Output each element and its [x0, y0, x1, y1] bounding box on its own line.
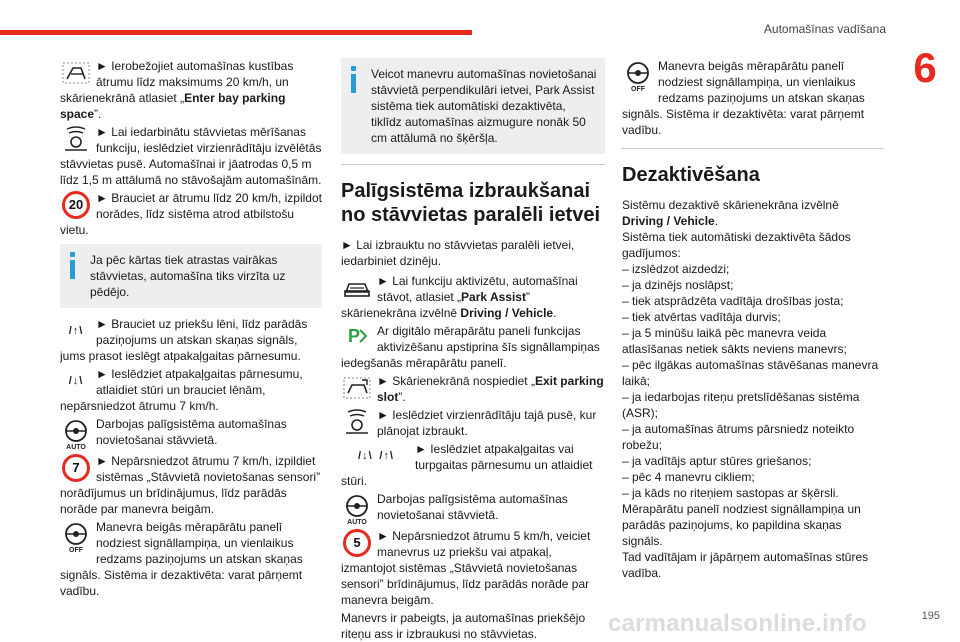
list-item: – ja kāds no riteņiem sastopas ar šķērsli. — [622, 486, 839, 500]
step-speed-5: 5 ► Nepārsniedzot ātrumu 5 km/h, veiciet manevrus uz priekšu vai atpakaļ, izmantojot sistēmas „Stāvvietā novietošanas sensori” brīdinājumus, līdz parādās norāde par manevra beigām. — [341, 529, 591, 607]
steering-off-icon — [60, 520, 92, 554]
list-item: – izslēdzot aizdedzi; — [622, 262, 730, 276]
column-2 — [341, 58, 605, 642]
column-1 — [60, 58, 322, 601]
page-number: 195 — [921, 610, 940, 622]
svg-text:P: P — [348, 326, 361, 346]
column-3 — [622, 58, 884, 581]
deactivation-list — [622, 261, 884, 501]
step-speed-20: 20 ► Brauciet ar ātrumu līdz 20 km/h, izpildot norādes, līdz sistēma atrod atbilstošu vietu. — [60, 191, 322, 237]
chapter-number: 6 — [913, 44, 937, 91]
step-auto-active: AUTO Darbojas palīgsistēma automašīnas novietošanai stāvvietā. — [60, 416, 322, 451]
watermark: carmanualsonline.info — [608, 610, 867, 637]
step-gear: /↓\ /↑\ ► Ieslēdziet atpakaļgaitas vai turpgaitas pārnesumu un atlaidiet stūri. — [341, 442, 593, 488]
info-box-multiple-spaces: Ja pēc kārtas tiek atrastas vairākas stāvvietas, automašīna tiks virzīta uz pēdējo. — [60, 244, 322, 308]
section-heading-exit: Palīgsistēma izbraukšanai no stāvvietas paralēli ietvei — [341, 180, 601, 226]
list-item: – ja automašīnas ātrums pārsniedz noteikto robežu; — [622, 422, 855, 452]
park-assist-scan-icon — [341, 408, 373, 436]
park-assist-scan-icon — [60, 125, 92, 153]
list-item: – tiek atsprādzēta vadītāja drošības josta; — [622, 294, 844, 308]
top-accent-bar — [0, 30, 472, 35]
car-icon — [341, 274, 373, 302]
section-divider — [622, 148, 884, 149]
forward-arrows-icon: /↑\ — [68, 325, 84, 337]
speed-limit-5-icon: 5 — [341, 529, 373, 557]
paragraph-auto-deactivate: Sistēma tiek automātiski dezaktivēta šādos gadījumos: — [622, 230, 851, 260]
step-indicator-exit: ► Ieslēdziet virzienrādītāju tajā pusē, kur plānojat izbraukt. — [341, 407, 605, 439]
step-end: OFF Manevra beigās mērapārātu panelī nodziest signāllampiņa, un vienlaikus redzams paziņojums un atskan skaņas signāls. Sistēma ir dezaktivēta: varat pārņemt vadību. — [60, 520, 303, 598]
step-auto-active-exit: AUTO Darbojas palīgsistēma automašīnas novietošanai stāvvietā. — [341, 491, 605, 526]
parking-exit-icon — [341, 374, 373, 402]
step-enter-bay: ► Ierobežojiet automašīnas kustības ātrumu līdz maksimums 20 km/h, un skārienekrānā atlasiet „Enter bay parking space”. — [60, 59, 294, 121]
park-assist-lamp-icon — [341, 324, 373, 352]
running-header: Automašīnas vadīšana — [763, 22, 886, 36]
svg-text:AUTO: AUTO — [347, 519, 367, 525]
step-activate: ► Lai funkciju aktivizētu, automašīnai stāvot, atlasiet „Park Assist” skārienekrāna izvēlnē Driving / Vehicle. — [341, 274, 578, 320]
paragraph-maneuver-complete: Manevrs ir pabeigts, ja automašīnas priekšējo riteņu ass ir izbraukusi no stāvvietas. — [341, 611, 586, 641]
info-icon — [351, 66, 356, 94]
svg-text:OFF: OFF — [631, 86, 645, 92]
list-item: – ja 5 minūšu laikā pēc manevra veida atlasīšanas netiek sākts neviens manevrs; — [622, 326, 847, 356]
info-icon — [70, 252, 75, 280]
step-exit-slot: ► Skārienekrānā nospiediet „Exit parking slot”. — [341, 373, 605, 405]
reverse-forward-arrows-icon: /↓\ /↑\ — [358, 450, 394, 462]
list-item: – ja vadītājs aptur stūres griešanos; — [622, 454, 812, 468]
paragraph-take-control: Tad vadītājam ir jāpārņem automašīnas stūres vadība. — [622, 550, 869, 580]
step-end-exit: OFF Manevra beigās mērapārātu panelī nodziest signāllampiņa, un vienlaikus redzams paziņojums un atskan skaņas signāls. Sistēma ir dezaktivēta: varat pārņemt vadību. — [622, 59, 865, 137]
paragraph-lamp-off: Mērapārātu panelī nodziest signāllampiņa un parādās paziņojums, ko papildina skaņas signāls. — [622, 502, 861, 548]
step-indicator: ► Lai iedarbinātu stāvvietas mērīšanas funkciju, ieslēdziet virzienrādītāju izvēlētās stāvvietas pusē. Automašīnai ir jāatrodas 0,5 m līdz 1,5 m attālumā no stāvošajām automašīnām. — [60, 125, 322, 187]
steering-auto-icon — [341, 492, 373, 526]
steering-auto-icon — [60, 417, 92, 451]
list-item: – pēc ilgākas automašīnas stāvēšanas manevra laikā; — [622, 358, 879, 388]
paragraph-start-engine: ► Lai izbrauktu no stāvvietas paralēli ietvei, iedarbiniet dzinēju. — [341, 238, 575, 268]
list-item: – tiek atvērtas vadītāja durvis; — [622, 310, 781, 324]
steering-off-icon — [622, 59, 654, 93]
section-divider — [341, 164, 605, 165]
list-item: – pēc 4 manevru cikliem; — [622, 470, 755, 484]
reverse-arrows-icon: /↓\ — [68, 375, 84, 387]
step-speed-7: 7 ► Nepārsniedzot ātrumu 7 km/h, izpildiet sistēmas „Stāvvietā novietošanas sensori” norādījumus un brīdinājumus, līdz parādās norāde par manevra beigām. — [60, 454, 321, 516]
list-item: – ja dzinējs noslāpst; — [622, 278, 734, 292]
speed-limit-7-icon: 7 — [60, 454, 92, 482]
list-item: – ja iedarbojas riteņu pretslīdēšanas sistēma (ASR); — [622, 390, 860, 420]
section-heading-deactivation: Dezaktivēšana — [622, 164, 760, 186]
step-reverse: /↓\ ► Ieslēdziet atpakaļgaitas pārnesumu, atlaidiet stūri un brauciet lēnām, nepārsniedzot ātrumu 7 km/h. — [60, 367, 303, 413]
svg-text:OFF: OFF — [69, 547, 83, 553]
paragraph-deactivate-menu: Sistēmu dezaktivē skārienekrāna izvēlnē Driving / Vehicle. — [622, 198, 839, 228]
speed-limit-20-icon: 20 — [60, 191, 92, 219]
parking-sensor-bay-icon — [60, 59, 92, 87]
step-cluster-lamp: P Ar digitālo mērapārātu paneli funkcijas aktivizēšanu apstiprina šīs signāllampiņas iedegšanās mērapārātu panelī. — [341, 324, 600, 370]
svg-text:AUTO: AUTO — [66, 444, 86, 450]
step-forward: /↑\ ► Brauciet uz priekšu lēni, līdz parādās paziņojums un atskan skaņas signāls, jums prasot ieslēgt atpakaļgaitas pārnesumu. — [60, 317, 308, 363]
info-box-perpendicular: Veicot manevru automašīnas novietošanai stāvvietā perpendikulāri ietvei, Park Assist sistēma tiek automātiski dezaktivēta, tiklīdz automašīnas aizmugure nonāk 50 cm attālumā no šķēršļa. — [341, 58, 605, 154]
